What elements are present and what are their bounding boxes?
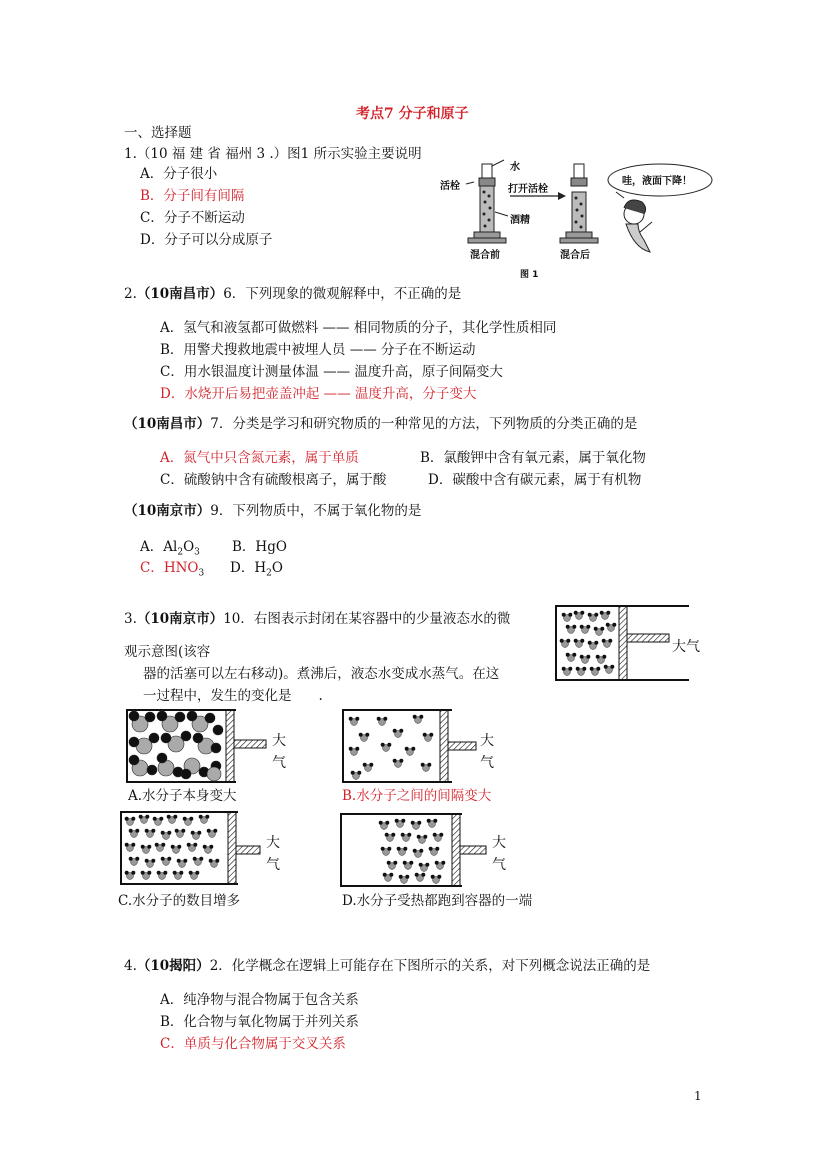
label-valve: 活栓	[440, 181, 460, 192]
q2c-option-d: D．$H_2O$	[230, 560, 283, 579]
label-alcohol: 酒精	[510, 215, 530, 226]
page-number: 1	[694, 1089, 702, 1103]
q2-option-d: D．水烧开后易把壶盖冲起 —— 温度升高，分子变大	[160, 386, 477, 402]
q2c-option-c: C．$HNO_3$	[140, 560, 205, 579]
q2c-stem: （10南京市）9．下列物质中，不属于氧化物的是	[124, 503, 422, 519]
label-water: 水	[510, 162, 520, 173]
atmosphere-label: 大气	[672, 639, 700, 655]
q1-option-d: D．分子可以分成原子	[140, 232, 273, 248]
q1-stem: 1.（10 福 建 省 福州 3 .）图1 所示实验主要说明	[124, 146, 422, 162]
person-icon	[624, 200, 652, 252]
atm-b-char1: 大	[480, 733, 494, 749]
column-before	[468, 164, 506, 243]
q1-option-b: B．分子间有间隔	[140, 188, 245, 204]
q3-option-c: C.水分子的数目增多	[118, 893, 241, 909]
q2c-option-b: B．HgO	[232, 539, 287, 555]
section-heading: 一、选择题	[124, 125, 192, 141]
q2-option-c: C．用水银温度计测量体温 —— 温度升高，原子间隔变大	[160, 364, 503, 380]
q2b-option-a: A．氮气中只含氮元素，属于单质	[160, 450, 359, 466]
q2-option-a: A．氢气和液氢都可做燃料 —— 相同物质的分子，其化学性质相同	[160, 320, 557, 336]
atm-b-char2: 气	[480, 755, 494, 771]
q3-stem-line2: 观示意图(该容	[124, 644, 211, 660]
q4-stem: 4.（10揭阳）2．化学概念在逻辑上可能存在下图所示的关系，对下列概念说法正确的是	[124, 958, 651, 974]
atm-c-char1: 大	[266, 835, 280, 851]
q3-stem-line3: 器的活塞可以左右移动)。煮沸后，液态水变成水蒸气。在这	[143, 666, 500, 682]
q3-option-b: B.水分子之间的间隔变大	[342, 788, 492, 804]
atm-c-char2: 气	[266, 857, 280, 873]
q2b-option-d: D．碳酸中含有碳元素，属于有机物	[428, 472, 642, 488]
atm-d-char2: 气	[492, 857, 506, 873]
q2-option-b: B．用警犬搜救地震中被埋人员 —— 分子在不断运动	[160, 342, 476, 358]
label-open-valve: 打开活栓	[508, 184, 548, 195]
q3-option-d-figure	[340, 812, 510, 892]
q2-stem: 2.（10南昌市）6．下列现象的微观解释中，不正确的是	[124, 286, 462, 302]
label-before: 混合前	[470, 250, 500, 261]
q2b-option-b: B．氯酸钾中含有氧元素，属于氧化物	[420, 450, 646, 466]
q3-option-c-figure	[120, 810, 280, 890]
atm-d-char1: 大	[492, 835, 506, 851]
atm-a-char1: 大	[272, 733, 286, 749]
q1-option-c: C．分子不断运动	[140, 210, 245, 226]
q3-option-b-figure	[342, 708, 502, 788]
q3-stem-line4: 一过程中，发生的变化是 .	[143, 688, 323, 704]
label-after: 混合后	[560, 250, 590, 261]
atm-a-char2: 气	[272, 755, 286, 771]
q3-stem-line1: 3.（10南京市）10．右图表示封闭在某容器中的少量液态水的微	[124, 611, 511, 627]
column-after	[560, 164, 598, 243]
q4-option-b: B．化合物与氧化物属于并列关系	[160, 1014, 359, 1030]
q3-option-d: D.水分子受热都跑到容器的一端	[342, 893, 533, 909]
q3-option-a: A.水分子本身变大	[128, 788, 237, 804]
q3-option-a-figure	[126, 708, 286, 788]
figure-caption: 图 1	[520, 270, 539, 280]
q2b-stem: （10南昌市）7．分类是学习和研究物质的一种常见的方法，下列物质的分类正确的是	[124, 416, 638, 432]
q2c-option-a: A．$Al_2O_3$	[140, 539, 200, 558]
speech-bubble-text: 哇，液面下降！	[622, 176, 692, 187]
q4-option-a: A．纯净物与混合物属于包含关系	[160, 992, 359, 1008]
page-title: 考点7 分子和原子	[356, 106, 469, 122]
q2b-option-c: C．硫酸钠中含有硫酸根离子，属于酸	[160, 472, 387, 488]
q4-option-c: C．单质与化合物属于交叉关系	[160, 1036, 346, 1052]
q1-option-a: A．分子很小	[140, 166, 218, 182]
